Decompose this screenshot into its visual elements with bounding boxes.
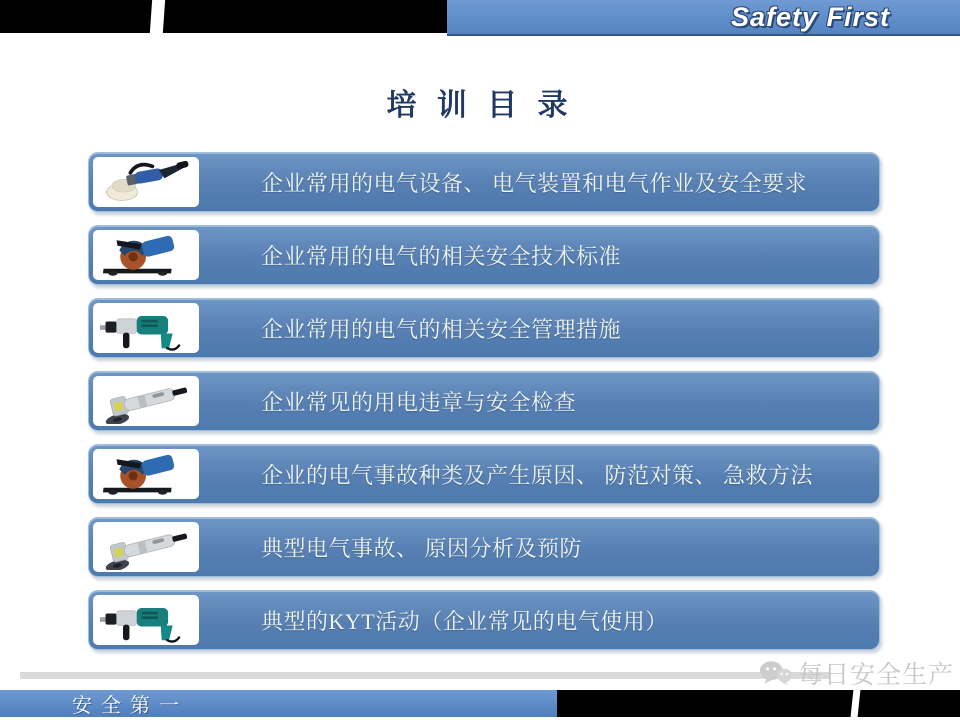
toc-item-label: 典型电气事故、 原因分析及预防 bbox=[261, 535, 583, 561]
top-bar-blue bbox=[447, 0, 960, 36]
toc-item[interactable] bbox=[88, 590, 880, 650]
toc-item-label: 典型的KYT活动（企业常见的电气使用） bbox=[261, 608, 668, 634]
cutoff-saw-icon bbox=[93, 230, 199, 280]
toc-item-label: 企业常用的电气设备、 电气装置和电气作业及安全要求 bbox=[261, 170, 808, 196]
toc-item[interactable] bbox=[88, 517, 880, 577]
toc-item-label: 企业的电气事故种类及产生原因、 防范对策、 急救方法 bbox=[261, 462, 814, 488]
toc-item-label: 企业常见的用电违章与安全检查 bbox=[261, 389, 577, 415]
toc-list bbox=[88, 152, 880, 663]
polisher-icon bbox=[93, 157, 199, 207]
toc-item-label: 企业常用的电气的相关安全管理措施 bbox=[261, 316, 622, 342]
brand-text: Safety First bbox=[730, 1, 890, 32]
angle-grinder-icon bbox=[93, 376, 199, 426]
top-bar-black bbox=[0, 0, 447, 33]
footer-black-bar bbox=[557, 690, 960, 717]
toc-item[interactable] bbox=[88, 298, 880, 358]
toc-item[interactable] bbox=[88, 225, 880, 285]
angle-grinder-icon bbox=[93, 522, 199, 572]
drill-icon bbox=[93, 595, 199, 645]
toc-item[interactable] bbox=[88, 152, 880, 212]
wechat-icon bbox=[759, 659, 793, 688]
footer-slogan: 安 全 第 一 bbox=[72, 695, 181, 717]
cutoff-saw-icon bbox=[93, 449, 199, 499]
toc-item[interactable] bbox=[88, 444, 880, 504]
top-bar-divider bbox=[150, 0, 165, 33]
toc-item-label: 企业常用的电气的相关安全技术标准 bbox=[261, 243, 622, 269]
toc-item[interactable] bbox=[88, 371, 880, 431]
watermark bbox=[759, 655, 954, 691]
watermark-text: 每日安全生产 bbox=[797, 662, 954, 689]
page-title: 培 训 目 录 bbox=[386, 89, 574, 122]
footer-slogan-bar bbox=[0, 690, 557, 717]
footer-gray-strip bbox=[20, 672, 830, 679]
drill-icon bbox=[93, 303, 199, 353]
